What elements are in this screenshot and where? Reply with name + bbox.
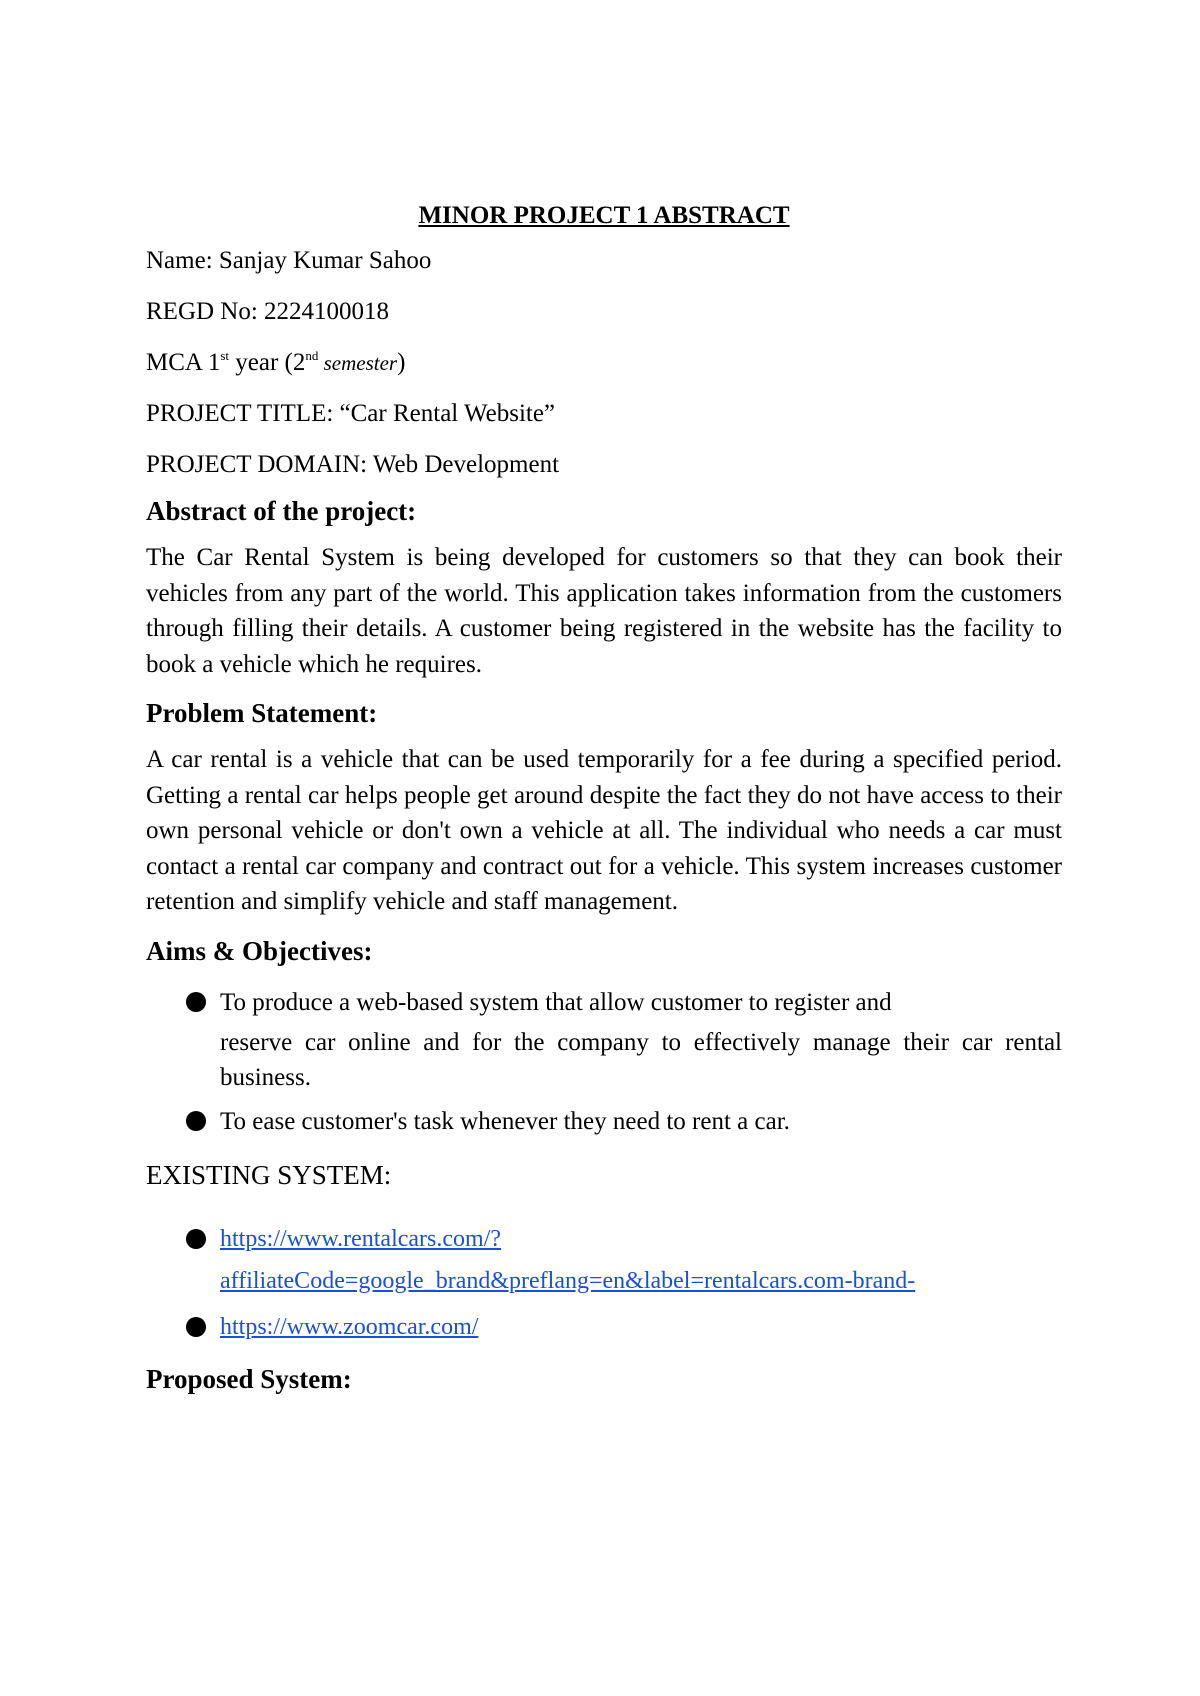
course-line [146, 348, 1062, 378]
existing-heading: EXISTING SYSTEM: [146, 1159, 392, 1190]
existing-links-list [146, 1218, 1062, 1348]
course-close: ) [397, 349, 406, 376]
document-title: MINOR PROJECT 1 ABSTRACT [418, 202, 790, 229]
proposed-heading: Proposed System: [146, 1363, 352, 1394]
rentalcars-link-line1[interactable]: https://www.rentalcars.com/? [220, 1225, 502, 1252]
bullet-icon [186, 1317, 206, 1337]
rentalcars-link-line2[interactable]: affiliateCode=google_brand&preflang=en&label=rentalcars.com-brand- [220, 1267, 916, 1294]
course-sup-nd: nd [305, 348, 319, 363]
aims-item [146, 1099, 1062, 1144]
course-mid: year (2 [229, 349, 306, 376]
problem-text: A car rental is a vehicle that can be used temporarily for a fee during a specified period. Getting a rental car helps people get around despite the fact they do not have access to their own personal vehicle or don't own a vehicle at all. The individual who needs a car must contact a rental car company and contract out for a vehicle. This system increases customer retention and simplify vehicle and staff management. [146, 746, 1062, 915]
abstract-text: The Car Rental System is being developed for customers so that they can book their vehicles from any part of the world. This application takes information from the customers through filling their details. A customer being registered in the website has the facility to book a vehicle which he requires. [146, 544, 1062, 678]
problem-heading: Problem Statement: [146, 698, 378, 728]
project-domain-line: PROJECT DOMAIN: Web Development [146, 451, 560, 478]
document-content [146, 196, 1062, 1408]
course-sup-st: st [220, 348, 230, 363]
regd-line: REGD No: 2224100018 [146, 298, 390, 325]
aims-item-line1: To produce a web-based system that allow customer to register and [220, 988, 892, 1016]
bullet-icon [186, 1229, 206, 1249]
name-line: Name: Sanjay Kumar Sahoo [146, 247, 432, 274]
link-item [146, 1218, 1062, 1302]
aims-item [146, 980, 1062, 1095]
aims-item-line1: To ease customer's task whenever they need to rent a car. [220, 1107, 790, 1135]
aims-heading: Aims & Objectives: [146, 935, 373, 966]
course-prefix: MCA 1 [146, 349, 221, 376]
aims-list [146, 980, 1062, 1144]
aims-item-line2: reserve car online and for the company to effectively manage their car rental business. [220, 1028, 1062, 1091]
course-semester: semester [318, 351, 398, 375]
rentalcars-link[interactable] [220, 1226, 915, 1294]
bullet-icon [186, 1111, 206, 1131]
project-title-line: PROJECT TITLE: “Car Rental Website” [146, 400, 556, 427]
zoomcar-link[interactable]: https://www.zoomcar.com/ [220, 1313, 479, 1340]
bullet-icon [186, 992, 206, 1012]
link-item [146, 1306, 1062, 1348]
abstract-heading: Abstract of the project: [146, 496, 417, 526]
